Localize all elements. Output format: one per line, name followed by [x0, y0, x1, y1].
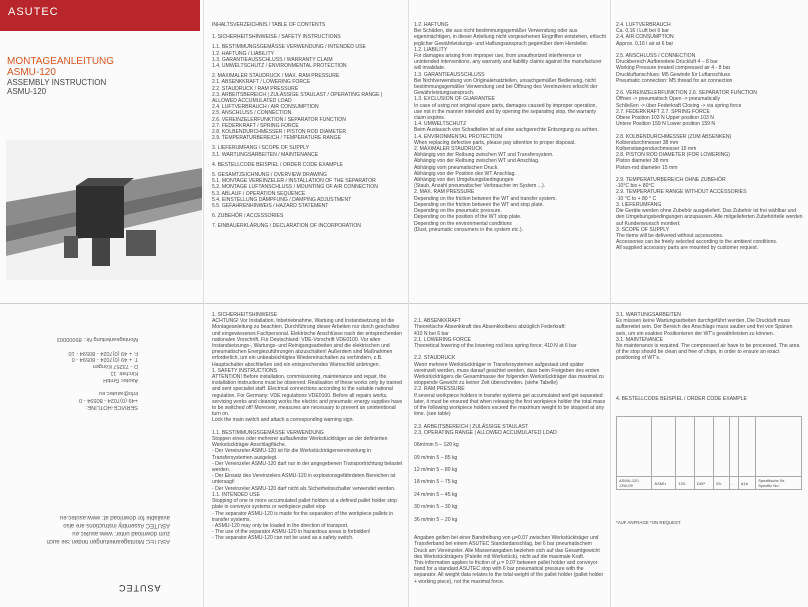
force-section	[414, 312, 606, 604]
maintenance-section: 3.1. WARTUNGSARBEITEN Es müssen keine Wartungsarbeiten durchgeführt werden. Die Druckluft muss aufbereitet sein. Der Bereich des Anschlags muss sauber und frei von Spänen sein, um ein exaktes Positionieren der WT's gewährleisten zu können. 3.1. MAINTENANCE No maintenance is required. The compressed air have to be processed. The area of the stop should be clean and free of chips, in order to ensure an exact positioning of WT's.	[616, 312, 800, 362]
toc-item: 5.3. ABLAUF / OPERATION SEQUENCE	[212, 190, 306, 197]
toc-item: 2.3. ARBEITSBEREICH | ZULÄSSIGE STAULAST / OPERATING RANGE | ALLOWED ACCUMULATED LOAD	[212, 91, 383, 105]
load-row: 24 m/min 5 – 45 kg	[414, 491, 458, 498]
toc-item: 3.1. WARTUNGSARBEITEN / MAINTENANCE	[212, 151, 319, 158]
footer-logo: ASUTEC	[118, 583, 161, 593]
force-intro: 2.1. ABSENKKRAFT Theoretische Absenkkraft des Absenkkolbens abzüglich Federkraft: 410 N bei 6 bar 2.1. LOWERING FORCE Theoretical lowering of the lowering rod less spring force: 410 N at 6 bar 2.2. STAUDRUCK Wenn mehrere Werkstückträger in Transfersystemen aufgestaut und später vereinzelt werden, muss darauf geachtet werden, dass beim Freigeben des ersten Werkstückträgers die Gesamtmasse der folgenden Werkstückträger das maximal zu stoppende Gewicht zu keiner Zeit überschreiten. (siehe Tabelle) 2.2. RAM PRESSURE If several workpiece holders in transfer systems get accumulated and get separated later, it must be ensured that when releasing the first workpiece holder the total mass of the following workpiece holders exceed the maximum weight to be stopped at any time. (see table) 2.3. ARBEITSBEREICH | ZULÄSSIGE STAULAST 2.3. OPERATING RANGE | ALLOWED ACCUMULATED LOAD	[414, 318, 606, 436]
column-divider	[408, 0, 409, 607]
title-model: ASMU-120	[7, 67, 56, 78]
toc-item: 2.4. LUFTVERBRAUCH / AIR CONSUMPTION	[212, 104, 319, 111]
load-row: 18 m/min 5 – 75 kg	[414, 479, 458, 486]
column-divider	[610, 0, 611, 607]
order-cell: A1b	[738, 477, 755, 490]
load-row: 06m/min 5 – 120 kg	[414, 442, 459, 449]
order-cell: ASMU-120 -DW-09	[617, 477, 652, 490]
toc-item: 5.1. MONTAGE VEREINZELER / INSTALLATION OF THE SEPARATOR	[212, 178, 376, 185]
order-cell: 120-	[676, 477, 695, 490]
toc-item: 1.2. HAFTUNG / LIABILITY	[212, 50, 274, 57]
toc-item: 2.5. ANSCHLUSS / CONNECTION	[212, 110, 292, 117]
order-cell: 09-	[714, 477, 730, 490]
toc-item: 7. EINBAUERKLÄRUNG / DECLARATION OF INCORPORATION	[212, 223, 361, 230]
toc-item: 2.2. STAUDRUCK / RAM PRESSURE	[212, 85, 299, 92]
load-row: 36 m/min 5 – 20 kg	[414, 516, 458, 523]
safety-section: 1. SICHERHEITSHINWEISE ACHTUNG! Vor Installation, Inbetriebnahme, Wartung und Instandsetzung ist die Montageanleitung zu beachten. Durchführung dieser Arbeiten nur durch geschultes und eingewiesenes Fachpersonal. Elektrische Anschlüsse nach der entsprechenden nationalen Vorschrift. Für Deutschland: VDE-Vorschrift VDE0100. Vor allen Instandsetzungs-, Wartungs- und Reinigungsarbeiten sind die elektrischen und pneumatischen Energiezuführungen abzuschalten! Außerdem sind Maßnahmen erforderlich, um ein unbeabsichtigtes Wiedereinschalten zu verhindern, z.B. Hauptschalter abschließen und ein entsprechendes Warnschild anbringen. 1. SAFETY INSTRUCTIONS ATTENTION! Before installation, commissioning, maintenance and repair, the installation instructions must be observed. Realisation of these works only by trained and sent specialist staff. Electrical connections according to the suitable national regulation. For Germany: VDE regulations VDE0100. Before all repairs works, servicing works and cleaning works the electric and pneumatic energy supplies have to be switched off! Moreover, measures are necessary to prevent an unintentional turn on. Lock the main switch and attach a corresponding warning sign. 1.1. BESTIMMUNGSGEMÄSSE VERWENDUNG Stoppen eines oder mehrerer auflaufender Werkstückträger an der definierten Werkstückträger Anschlagfläche. - Der Vereinzeler ASMU-120 ist für die Werkstückträgervereinzelung in Transfersystemen ausgelegt. - Der Vereinzeler ASMU-120 darf nur in der angegebenen Transportrichtung belastet werden. - Der Einsatz des Vereinzelers ASMU-120 in explosionsgefährdeten Bereichen ist untersagt! - Der Vereinzeler ASMU-120 darf nicht als Sicherheitsschalter verwendet werden. 1.1. INTENDED USE Stopping of one or more accumulated pallet holders at a defined pallet holder stop plate in conveyor systems or workpiece pallet stop - The separator ASMU-120 is made for the separation of the workpiece pallets in transfer systems. - ASMU-120 may only be loaded in the direction of transport. - The use of the separator ASMU-120 in hazardous areas is forbidden! - The separator ASMU-120 can not be used as a safety switch.	[212, 312, 403, 542]
toc-item: 2.1. ABSENKKRAFT / LOWERING FORCE	[212, 79, 311, 86]
technical-data-section: 2.4. LUFTVERBRAUCH Ca. 0,16 l Luft bei 6 bar 2.4. AIR CONSUMPTION Approx. 0,16 l air at 6 bar 2.5. ANSCHLUSS / CONNECTION Druckbereich Aufbereitete Druckluft 4 – 8 bar Working Pressure treated compressed air 4 - 8 bar Druckluftanschluss: M5 Gewinde für Luftanschluss Pneumatic connection: M5 thread for air connection 2.6. VEREINZELERFUNKTION 2.6. SEPARATOR FUNCTION Öffnen -> pneumatisch Open -> pneumatically Schließen -> über Federkraft Closing -> via spring force 2.7. FEDERKRAFT 2.7. SPRING FORCE Obere Position 103 N Upper position 103 N Untere Position 159 N Lower position 159 N 2.8. KOLBENDURCHMESSER (ZUM ABSENKEN) Kolbendurchmesser 38 mm Kolbenstangendurchmesser 15 mm 2.8. PISTON ROD DIAMETER (FOR LOWERING) Piston diameter 38 mm Piston-rod diameter 15 mm 2.9. TEMPERATURBEREICH OHNE ZUBEHÖR -10°C bis + 80°C 2.9. TEMPERATURE RANGE WITHOUT ACCESSORIES -10 °C to + 80 ° C 3. LIEFERUMFANG Die Geräte werden ohne Zubehör ausgeliefert. Das Zubehör ist frei wählbar und den Umgebungsbedingungen anzupassen. Alle mitgelieferten Zubehörteile werden auf Kundenwunsch montiert. 3. SCOPE OF SUPPLY The items will be delivered without accessories. Accessories can be freely selected according to the ambient conditions. All supplied accessory parts are mounted by customer request.	[616, 22, 803, 252]
toc-item: 2.6. VEREINZELERFUNKTION / SEPARATOR FUNCTION	[212, 116, 346, 123]
product-photo	[6, 140, 202, 280]
cover-title	[7, 56, 114, 78]
toc-item: 1.1. BESTIMMUNGSGEMÄSSE VERWENDUNG / INTENDED USE	[212, 44, 366, 51]
load-row: 30 m/min 5 – 30 kg	[414, 504, 458, 511]
contact-block: SERVICE-HOTLINE: +49 (0)7024 - 80594 - 0 info@asutec.eu Asutec GmbH Kirchstr. 11 D - 73257 Köngen T. + 49 (0)7024 - 80594 - 0 F. + 49 (0)7024 - 80594 - 10 Montageanleitung Nr.: 85000003	[56, 336, 138, 410]
order-cell: Spezifische Nr. Specific No.	[756, 477, 802, 490]
fold-line	[0, 303, 808, 304]
title-en-model: ASMU-120	[7, 87, 47, 96]
order-code-footnote: *AUF ANFRAGE *ON REQUEST	[616, 520, 681, 525]
force-outro: Angaben gelten bei einer Bandreibung von µ=0,07 zwischen Werkstückträger und Transferband bei einem ASUTEC Standardanschlag, bei 6 bar pneumatischem Druck am Vereinzeler. Alle Massenangaben beziehen sich auf das Gesamtgewicht des Werkstückträgers (Palette mit Werkstück), nicht auf die maximale Kraft. This information applies to friction of µ = 0,07 between pallet holder and conveyor band for a standard ASUTEC stop with 6 bar pneumatical pressure with the separator. All weight data relates to the total weight of the pallet holder (pallet holder + working piece), not the maximal force.	[414, 535, 604, 585]
toc-item: 4. BESTELLCODE BEISPIEL / ORDER CODE EXAMPLE	[212, 161, 343, 168]
brand-logo: ASUTEC	[8, 6, 59, 18]
cover-subtitle	[7, 78, 106, 96]
order-code-heading: 4. BESTELLCODE BEISPIEL / ORDER CODE EXAMPLE	[616, 396, 747, 402]
toc-item: 2. MAXIMALER STAUDRUCK / MAX. RAM PRESSURE	[212, 73, 340, 80]
order-code-table	[616, 416, 802, 490]
toc-item: 1.3. GARANTIEAUSSCHLUSS / WARRANTY CLAIM	[212, 56, 333, 63]
toc-item: 5.5. GEFAHRENHINWEIS / HAZARD STATEMENT	[212, 203, 329, 210]
order-cell: ASMU	[652, 477, 676, 490]
toc-heading: INHALTSVERZEICHNIS / TABLE OF CONTENTS	[212, 22, 326, 28]
toc-item: 2.7. FEDERKRAFT / SPRING FORCE	[212, 122, 299, 129]
liability-section: 1.2. HAFTUNG Bei Schäden, die aus nicht bestimmungsgemäßer Verwendung oder aus eigenmächtigen, in dieser Anleitung nicht vorgesehenen Eingriffen entstehen, erlischt jeglicher Gewährleistungs- und Haftungsanspruch gegenüber dem Hersteller. 1.2. LIABILITY For damages arising from improper use, from unauthorized interference or unintended interventions, any warranty and liability claims against the manufacturer will invalidate. 1.3. GARANTIEAUSSCHLUSS Bei Nichtverwendung von Originalersatzteilen, unsachgemäßer Bedienung, nicht bestimmungsgemäßer Verwendung und bei Öffnung des Vereinzelers erlischt der Gewährleistungsanspruch. 1.3. EXCLUSION OF GUARANTEE In case of using not original spare parts, damages caused by improper operation, use not in the manner intended and by opening the separating stop, the warranty claim expires. 1.4. UMWELTSCHUTZ Beim Austausch von Schadteilen ist auf eine sachgerechte Entsorgung zu achten. 1.4. ENVIRONMENTAL PROTECTION When replacing defective parts, please pay attention to proper disposal. 2. MAXIMALER STAUDRUCK Abhängig von der Reibung zwischen WT und Transfersystem. Abhängig von der Reibung zwischen WT und Anschlag. Abhängig vom pneumatischen Druck. Abhängig von der Position des WT Anschlag. Abhängig von den Umgebungsbedingungen (Staub, Anzahl pneumatischer Verbraucher im System ...). 2. MAX. RAM PRESSURE Depending on the friction between the WT and transfer system. Depending on the friction between the WT and stop plate. Depending on the pneumatic pressure. Depending on the position of the WT stop plate. Depending on the environmental conditions (Dust, pneumatic consumers in the system etc.).	[414, 22, 606, 233]
toc-item: 1.4. UMWELTSCHUTZ / ENVIRONMENTAL PROTECTION	[212, 63, 347, 70]
title-de: MONTAGEANLEITUNG	[7, 56, 115, 67]
load-row: 09 m/min 5 – 85 kg	[414, 454, 458, 461]
toc-item: 1. SICHERHEITSHINWEISE / SAFETY INSTRUCTIONS	[212, 34, 341, 41]
order-cell: DW*	[695, 477, 714, 490]
download-note: ASUTEC Montageanleitungen finden Sie auch zum download unter: www.asutec.eu ASUTEC Assembly instructions are also available for download at: www.asutec.eu	[46, 514, 170, 544]
load-row: 12 m/min 5 – 80 kg	[414, 467, 458, 474]
toc-item: 5.2. MONTAGE LUFTANSCHLUSS / MOUNTING OF AIR CONNECTION	[212, 184, 378, 191]
column-divider	[203, 0, 204, 607]
title-en: ASSEMBLY INSTRUCTION	[7, 78, 107, 87]
toc-item: 2.9. TEMPERATURBEREICH / TEMPERATURE RANGE	[212, 135, 341, 142]
toc	[212, 22, 404, 292]
toc-item: 2.8. KOLBENDURCHMESSER / PISTON ROD DIAMETER	[212, 129, 347, 136]
brand-band	[0, 0, 200, 31]
order-cell: -	[729, 477, 738, 490]
toc-item: 5.4. EINSTELLUNG DÄMPFUNG / DAMPING ADJUSTMENT	[212, 196, 352, 203]
toc-item: 5. GESAMTZEICHNUNG / OVERVIEW DRAWING	[212, 172, 327, 179]
toc-item: 6. ZUBEHÖR / ACCESSORIES	[212, 213, 284, 220]
toc-item: 3. LIEFERUMFANG / SCOPE OF SUPPLY	[212, 145, 309, 152]
